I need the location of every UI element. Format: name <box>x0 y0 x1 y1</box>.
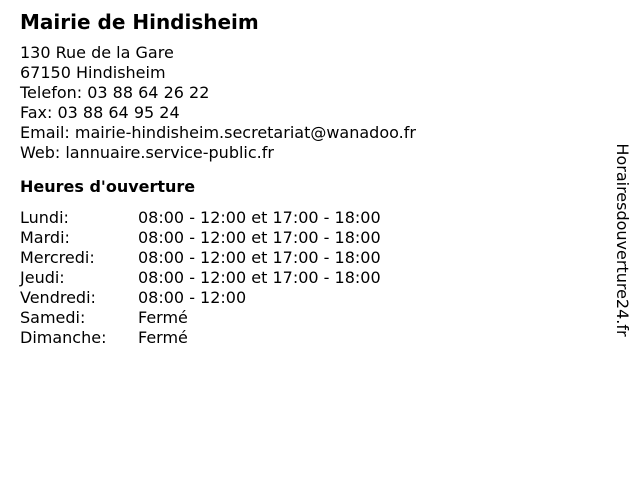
hours-row-monday <box>20 208 600 228</box>
business-name: Mairie de Hindisheim <box>20 10 259 34</box>
day-label: Dimanche: <box>20 328 107 347</box>
hours-row-tuesday <box>20 228 600 248</box>
day-hours: 08:00 - 12:00 et 17:00 - 18:00 <box>138 268 381 287</box>
business-card <box>20 10 600 348</box>
day-hours: 08:00 - 12:00 et 17:00 - 18:00 <box>138 208 381 227</box>
hours-table <box>20 208 600 348</box>
fax-line: Fax: 03 88 64 95 24 <box>20 103 180 122</box>
day-label: Samedi: <box>20 308 86 327</box>
day-hours: Fermé <box>138 308 188 327</box>
address-city: 67150 Hindisheim <box>20 63 166 82</box>
hours-heading: Heures d'ouverture <box>20 177 196 196</box>
day-hours: 08:00 - 12:00 et 17:00 - 18:00 <box>138 248 381 267</box>
contact-block <box>20 43 600 163</box>
day-hours: Fermé <box>138 328 188 347</box>
day-label: Mardi: <box>20 228 70 247</box>
day-hours: 08:00 - 12:00 et 17:00 - 18:00 <box>138 228 381 247</box>
hours-row-sunday <box>20 328 600 348</box>
hours-row-wednesday <box>20 248 600 268</box>
web-line: Web: lannuaire.service-public.fr <box>20 143 274 162</box>
phone-line: Telefon: 03 88 64 26 22 <box>20 83 210 102</box>
day-label: Mercredi: <box>20 248 95 267</box>
site-watermark: Horairesdouverture24.fr <box>613 143 632 337</box>
day-label: Vendredi: <box>20 288 96 307</box>
address-street: 130 Rue de la Gare <box>20 43 174 62</box>
day-label: Jeudi: <box>20 268 65 287</box>
email-line: Email: mairie-hindisheim.secretariat@wanadoo.fr <box>20 123 416 142</box>
hours-row-saturday <box>20 308 600 328</box>
day-label: Lundi: <box>20 208 69 227</box>
hours-row-thursday <box>20 268 600 288</box>
day-hours: 08:00 - 12:00 <box>138 288 247 307</box>
hours-row-friday <box>20 288 600 308</box>
